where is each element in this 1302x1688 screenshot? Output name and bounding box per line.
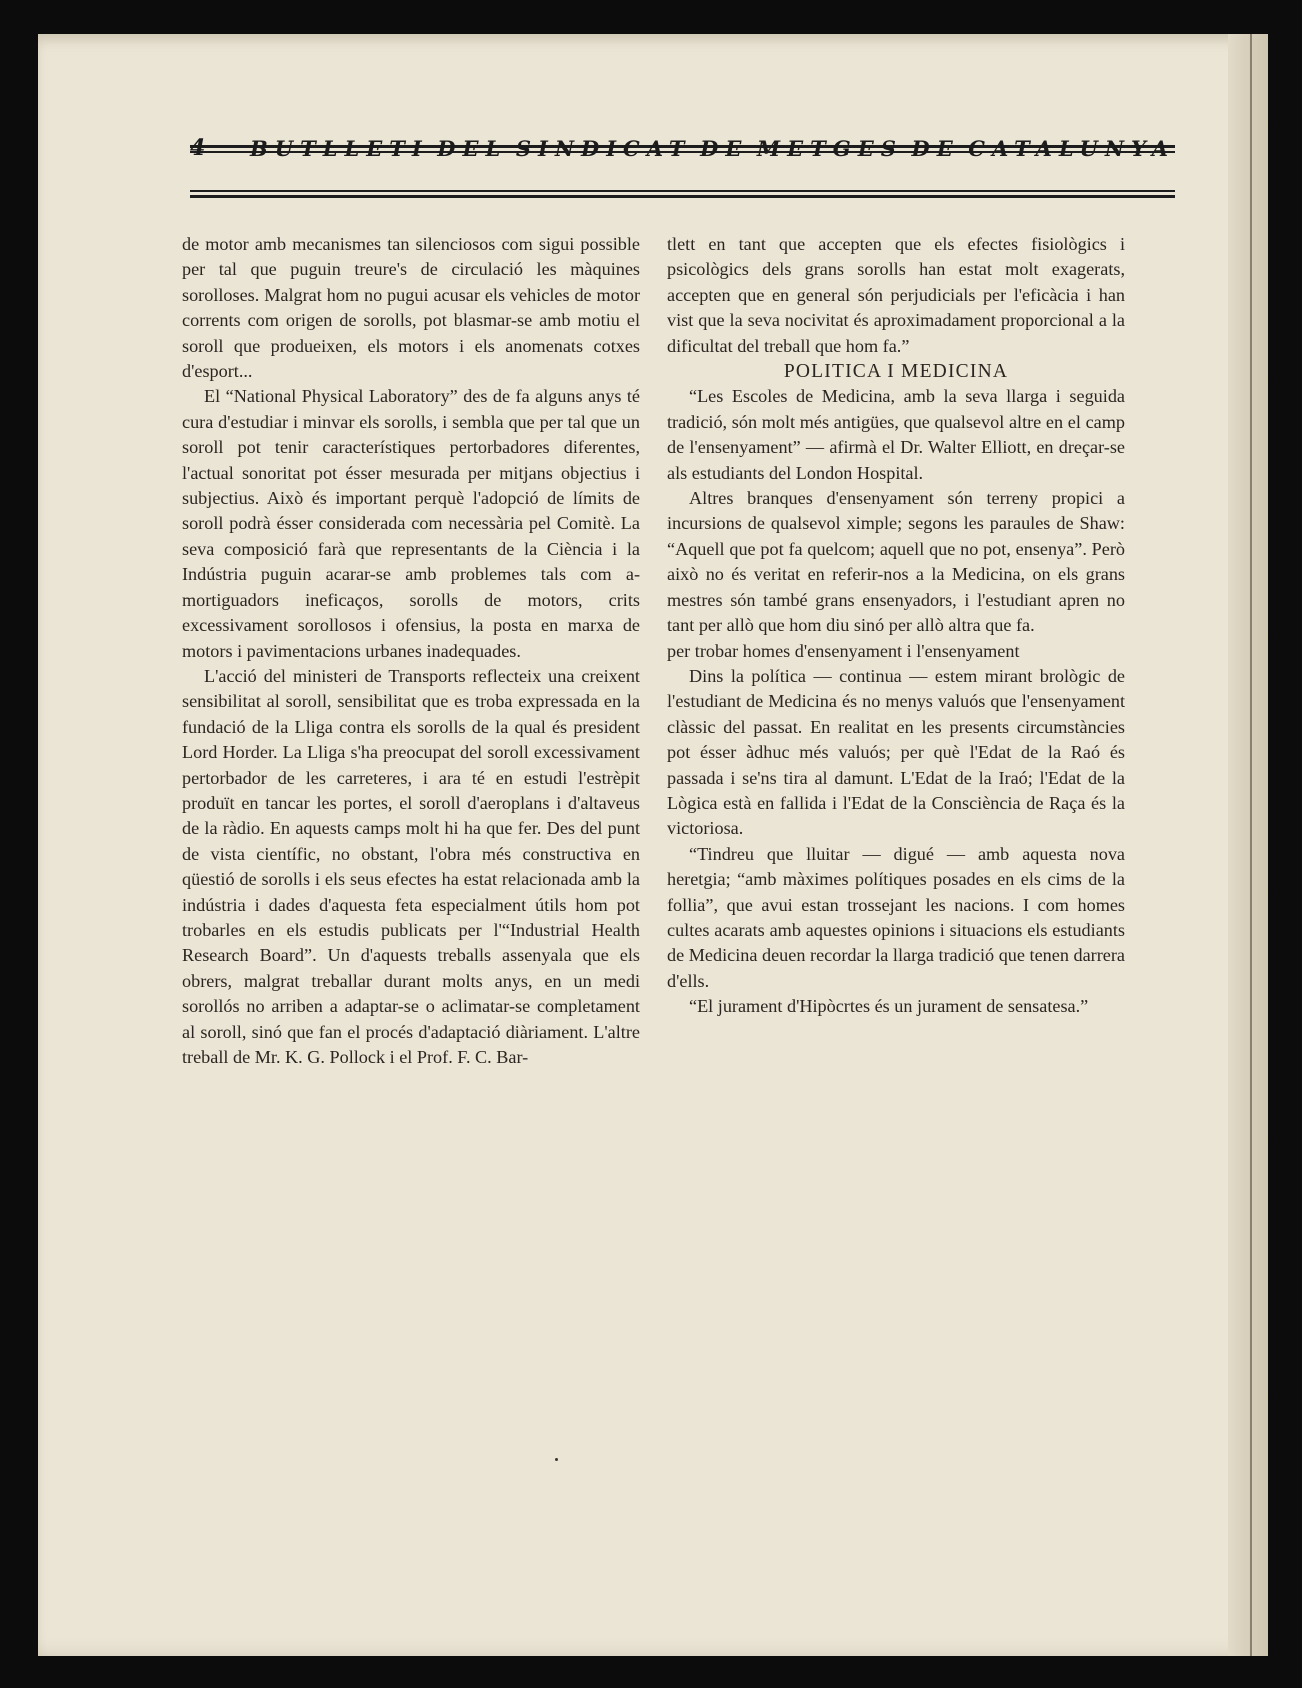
body-paragraph: L'acció del ministeri de Transports reflecteix una creixent sensibilitat al soroll, sensibilitat que es troba expressada en la fundació de la Lliga contra els sorolls de la qual és president Lord Horder. La Lliga s'ha preocupat del soroll excessivament pertorbador de les carreteres, i ara té en estudi l'estrèpit produït en tancar les portes, el soroll d'aeroplans i d'altaveus de la ràdio. En aquests camps molt hi ha que fer. Des del punt de vista científic, no obstant, l'obra més constructiva en qüestió de sorolls i els seus efectes ha estat relacionada amb la indústria i dades d'aquesta feta especialment útils hom pot trobarles en els estudis publicats per l'“Industrial Health Research Board”. Un d'aquests treballs assenyala que els obrers, malgrat treballar durant molts anys, en un medi sorollós no arriben a adaptar-se o aclimatar-se completament al soroll, sinó que fan el procés d'adaptació diàriament. L'altre treball de Mr. K. G. Pollock i el Prof. F. C. Bar- <box>182 665 640 1067</box>
body-paragraph: tlett en tant que accepten que els efectes fisiològics i psicològics dels grans sorolls han estat molt exagerats, accepten que en general són perjudicials per l'eficàcia i han vist que la seva nocivitat és aproximadament proporcional a la dificultat del treball que hom fa.” <box>667 234 1125 356</box>
header-bottom-rules <box>190 190 1175 201</box>
running-title <box>250 136 1175 161</box>
body-paragraph: “El jurament d'Hipòcrtes és un jurament de sensatesa.” <box>689 996 1089 1017</box>
section-heading: POLITICA I MEDICINA <box>783 361 1009 383</box>
running-title-word: CATALUNYA <box>968 135 1175 161</box>
running-title-word: DE <box>700 135 749 161</box>
body-paragraph: per trobar homes d'ensenyament i l'ensenyament <box>667 640 1020 661</box>
right-column <box>667 232 1125 1020</box>
body-paragraph: Dins la política — continua — estem mirant brològic de l'estudiant de Medicina és no menys valuós que l'ensenyament clàssic del passat. En realitat en les presents circumstàncies pot ésser àdhuc més valuós; per què l'Edat de la Raó és passada i se'ns tira al damunt. L'Edat de la Iraó; l'Edat de la Lògica està en fallida i l'Edat de la Consciència de Raça és la victoriosa. <box>667 665 1125 839</box>
left-column <box>182 232 640 1070</box>
body-paragraph: de motor amb mecanismes tan silenciosos com sigui possible per tal que puguin treure's de circulació les màquines sorolloses. Malgrat hom no pugui acusar els vehicles de motor corrents com origen de sorolls, pot blasmar-se amb motiu el soroll que produeixen, els motors i els anomenats cotxes d'esport... <box>182 234 640 382</box>
running-title-word: DEL <box>437 135 508 161</box>
body-paragraph: “Tindreu que lluitar — digué — amb aquesta nova heretgia; “amb màximes polítiques posades en els cims de la follia”, que avui estan trossejant les nacions. I com homes cultes acarats amb aquestes opinions i situacions els estudiants de Medicina deuen recordar la llarga tradició que tenen darrera d'ells. <box>667 843 1125 991</box>
page-fold-edge <box>1228 34 1268 1656</box>
paper-speck <box>555 1458 558 1461</box>
running-title-word: METGES <box>756 135 903 161</box>
running-title-word: SINDICAT <box>515 135 692 161</box>
body-paragraph: “Les Escoles de Medicina, amb la seva llarga i seguida tradició, són molt més antigües, que qualsevol altre en el camp de l'ensenyament” — afirmà el Dr. Walter Elliott, en dreçar-se als estudiants del London Hospital. <box>667 386 1125 483</box>
body-paragraph: Altres branques d'ensenyament són terreny propici a incursions de qualsevol ximple; segons les paraules de Shaw: “Aquell que pot fa quelcom; aquell que no pot, ensenya”. Però això no és veritat en referir-nos a la Medicina, on els grans mestres són també grans ensenyadors, i l'estudiant apren no tant per allò que hom diu sinó per allò altra que fa. <box>667 488 1125 636</box>
running-title-word: DE <box>911 135 960 161</box>
body-paragraph: El “National Physical Laboratory” des de fa alguns anys té cura d'estudiar i minvar els sorolls, i sembla que per tal que un soroll pot tenir característiques pertorbadores diferentes, l'actual sonoritat pot ésser mesurada per mitjans objectius i subjectius. Això és important perquè l'adopció de límits de soroll podrà ésser considerada com necessària pel Comitè. La seva composició farà que representants de la Ciència i la Indústria puguin acarar-se amb problemes tals com amortiguadors ineficaços, sorolls de motors, crits excessivament sorollosos i ofensius, la posta en marxa de motors i pavimentacions urbanes inadequades. <box>182 386 640 661</box>
running-title-word: BUTLLETI <box>250 135 429 161</box>
running-header <box>190 128 1175 168</box>
page-number: 4 <box>190 135 206 161</box>
